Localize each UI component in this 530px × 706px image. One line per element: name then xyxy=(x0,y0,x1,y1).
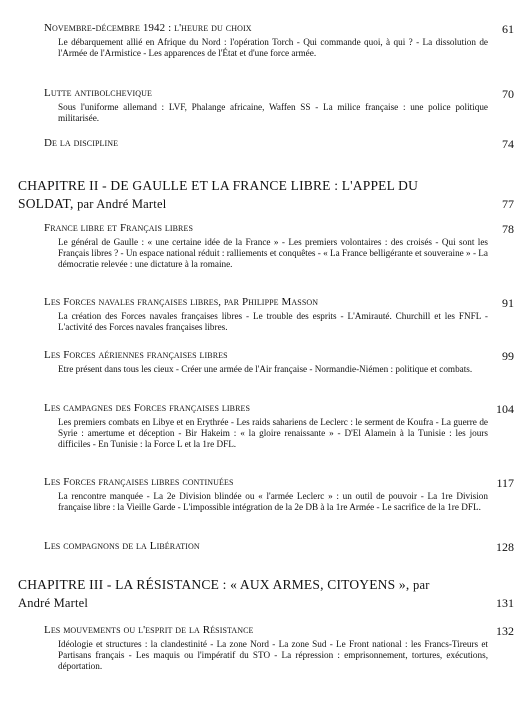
section-description: Etre présent dans tous les cieux - Créer une armée de l'Air française - Normandie-Niémen : politique et combats. xyxy=(58,364,473,374)
chapter-page-number: 131 xyxy=(496,596,514,610)
section-page-number: 132 xyxy=(496,624,514,638)
toc-section xyxy=(44,349,514,375)
section-title: De la discipline xyxy=(44,137,119,149)
section-title: Les Forces françaises libres continuées xyxy=(44,476,234,488)
toc-section xyxy=(44,624,514,672)
section-title: Les Forces aériennes françaises libres xyxy=(44,349,228,361)
toc-section xyxy=(44,476,514,513)
section-page-number: 99 xyxy=(502,349,514,363)
section-description: Les premiers combats en Libye et en Erythrée - Les raids sahariens de Leclerc : le serment de Koufra - La guerre de Syrie : amertume et déception - Bir Hakeim : « la gloire renaissante » - D'El Alamein à la Tunisie : les jours difficiles - En Tunisie : la Force L et la 1re DFL. xyxy=(58,417,488,449)
section-title: Les mouvements ou l'esprit de la Résistance xyxy=(44,624,254,636)
chapter-title: CHAPITRE II - DE GAULLE ET LA FRANCE LIBRE : L'APPEL DU SOLDAT, par André Martel xyxy=(18,178,419,211)
toc-section xyxy=(44,22,514,59)
section-page-number: 117 xyxy=(496,476,514,490)
section-description: Le général de Gaulle : « une certaine idée de la France » - Les premiers volontaires : des croisés - Qui sont les Français libres ? - Un espace national réduit : ralliements et conquêtes - « La France belligérante et souveraine » - La démocratie relevée : une dictature à la romaine. xyxy=(58,237,488,269)
chapter-author: par André Martel xyxy=(77,197,167,211)
section-title: Lutte antibolchevique xyxy=(44,87,152,99)
toc-section xyxy=(44,87,514,124)
section-description: Le débarquement allié en Afrique du Nord : l'opération Torch - Qui commande quoi, à qui ? - La dissolution de l'Armée de l'Armistice - Les apparences de l'État et d'une force armée. xyxy=(58,37,488,58)
section-title: Les Forces navales françaises libres, par Philippe Masson xyxy=(44,296,319,308)
chapter-title: CHAPITRE III - LA RÉSISTANCE : « AUX ARMES, CITOYENS », par André Martel xyxy=(18,577,430,610)
section-page-number: 74 xyxy=(502,137,514,151)
section-page-number: 61 xyxy=(502,22,514,36)
chapter-heading xyxy=(18,576,514,612)
toc-section xyxy=(44,296,514,333)
chapter-heading xyxy=(18,177,514,213)
section-description: Sous l'uniforme allemand : LVF, Phalange africaine, Waffen SS - La milice française : une police politique militarisée. xyxy=(58,102,488,123)
section-title: France libre et Français libres xyxy=(44,222,194,234)
section-title: Les compagnons de la Libération xyxy=(44,540,200,552)
section-page-number: 128 xyxy=(496,540,514,554)
section-page-number: 78 xyxy=(502,222,514,236)
section-title: Les campagnes des Forces françaises libres xyxy=(44,402,251,414)
section-description: La création des Forces navales françaises libres - Le trouble des esprits - L'Amirauté. Churchill et les FNFL - L'activité des Forces navales françaises libres. xyxy=(58,311,488,332)
section-page-number: 70 xyxy=(502,87,514,101)
toc-section xyxy=(44,540,514,552)
toc-section xyxy=(44,137,514,149)
toc-section xyxy=(44,222,514,270)
section-description: Idéologie et structures : la clandestinité - La zone Nord - La zone Sud - Le Front national : les Francs-Tireurs et Partisans français - Les maquis ou l'impératif du STO - La répression : emprisonnement, tortures, exécutions, déportation. xyxy=(58,639,488,671)
toc-section xyxy=(44,402,514,450)
section-page-number: 104 xyxy=(496,402,514,416)
section-page-number: 91 xyxy=(502,296,514,310)
section-description: La rencontre manquée - La 2e Division blindée ou « l'armée Leclerc » : un outil de pouvoir - La 1re Division française libre : la Vieille Garde - L'impossible intégration de la 2e DB à la 1re Armée - Le sacrifice de la 1re DFL. xyxy=(58,491,488,512)
chapter-page-number: 77 xyxy=(502,197,514,211)
section-title: Novembre-décembre 1942 : l'heure du choix xyxy=(44,22,252,34)
chapter-author: par André Martel xyxy=(18,578,430,610)
